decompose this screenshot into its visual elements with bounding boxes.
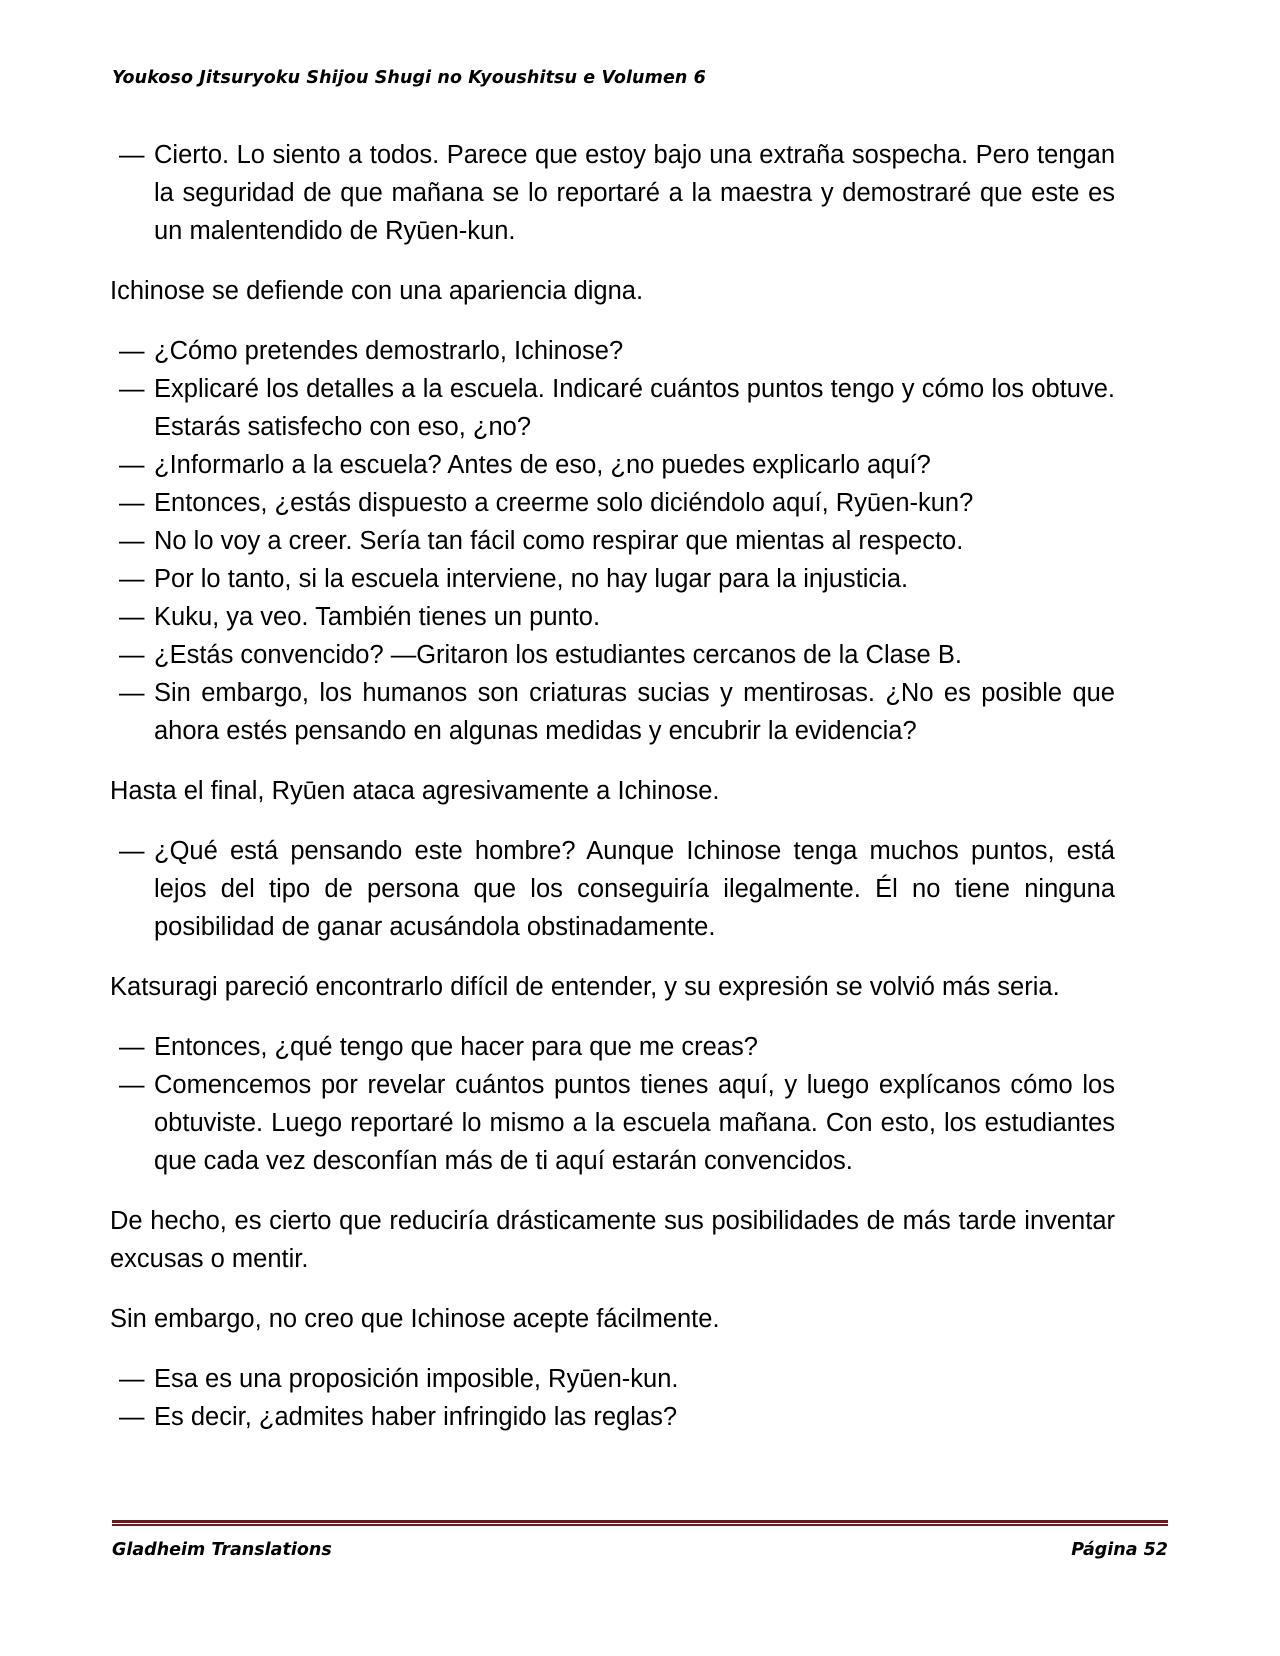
em-dash-marker: —	[119, 1365, 145, 1393]
dialogue-text: Cierto. Lo siento a todos. Parece que estoy bajo una extraña sospecha. Pero tengan la seguridad de que mañana se lo reportaré a la maestra y demostraré que este es un malentendido de Ryūen-kun.	[154, 141, 1115, 245]
dialogue-text: Explicaré los detalles a la escuela. Indicaré cuántos puntos tengo y cómo los obtuve. Estarás satisfecho con eso, ¿no?	[154, 375, 1115, 441]
dialogue-text: Entonces, ¿qué tengo que hacer para que me creas?	[154, 1033, 758, 1061]
dialogue-text: Entonces, ¿estás dispuesto a creerme solo diciéndolo aquí, Ryūen-kun?	[154, 489, 974, 517]
em-dash-marker: —	[119, 679, 145, 707]
em-dash-marker: —	[119, 641, 145, 669]
footer-row	[112, 1540, 1168, 1560]
dialogue-text: Sin embargo, los humanos son criaturas sucias y mentirosas. ¿No es posible que ahora estés pensando en algunas medidas y encubrir la evidencia?	[154, 679, 1115, 745]
footer-translator-credit: Gladheim Translations	[112, 1540, 332, 1560]
dialogue-line	[110, 598, 1115, 636]
dialogue-line	[110, 332, 1115, 370]
dialogue-line	[110, 136, 1115, 250]
dialogue-block	[110, 832, 1115, 946]
dialogue-text: ¿Qué está pensando este hombre? Aunque Ichinose tenga muchos puntos, está lejos del tipo de persona que los conseguiría ilegalmente. Él no tiene ninguna posibilidad de ganar acusándola obstinadamente.	[154, 837, 1115, 941]
footer-page-number: Página 52	[1071, 1540, 1168, 1560]
em-dash-marker: —	[119, 451, 145, 479]
page-header	[112, 68, 1168, 94]
dialogue-text: ¿Cómo pretendes demostrarlo, Ichinose?	[154, 337, 624, 365]
document-body	[110, 136, 1115, 1458]
dialogue-line	[110, 446, 1115, 484]
dialogue-text: Comencemos por revelar cuántos puntos tienes aquí, y luego explícanos cómo los obtuviste. Luego reportaré lo mismo a la escuela mañana. Con esto, los estudiantes que cada vez desconfían más de ti aquí estarán convencidos.	[154, 1071, 1115, 1175]
dialogue-line	[110, 370, 1115, 446]
em-dash-marker: —	[119, 603, 145, 631]
dialogue-line	[110, 1360, 1115, 1398]
dialogue-block	[110, 332, 1115, 750]
dialogue-text: Kuku, ya veo. También tienes un punto.	[154, 603, 601, 631]
dialogue-text: Por lo tanto, si la escuela interviene, no hay lugar para la injusticia.	[154, 565, 909, 593]
dialogue-text: Es decir, ¿admites haber infringido las reglas?	[154, 1403, 678, 1431]
dialogue-text: No lo voy a creer. Sería tan fácil como respirar que mientas al respecto.	[154, 527, 964, 555]
dialogue-text: ¿Estás convencido? —Gritaron los estudiantes cercanos de la Clase B.	[154, 641, 962, 669]
dialogue-line	[110, 522, 1115, 560]
header-title: Youkoso Jitsuryoku Shijou Shugi no Kyoushitsu e Volumen 6	[112, 68, 706, 88]
narrative-paragraph: De hecho, es cierto que reduciría drásticamente sus posibilidades de más tarde inventar excusas o mentir.	[110, 1207, 1115, 1273]
em-dash-marker: —	[119, 337, 145, 365]
dialogue-line	[110, 636, 1115, 674]
footer-divider-thin-line	[112, 1524, 1168, 1526]
em-dash-marker: —	[119, 489, 145, 517]
em-dash-marker: —	[119, 565, 145, 593]
em-dash-marker: —	[119, 375, 145, 403]
narrative-paragraph: Katsuragi pareció encontrarlo difícil de entender, y su expresión se volvió más seria.	[110, 973, 1060, 1001]
dialogue-line	[110, 674, 1115, 750]
narrative-paragraph: Sin embargo, no creo que Ichinose acepte fácilmente.	[110, 1305, 720, 1333]
dialogue-line	[110, 1066, 1115, 1180]
dialogue-line	[110, 1398, 1115, 1436]
dialogue-text: Esa es una proposición imposible, Ryūen-kun.	[154, 1365, 679, 1393]
dialogue-line	[110, 484, 1115, 522]
em-dash-marker: —	[119, 141, 145, 169]
footer-divider-thick-line	[112, 1520, 1168, 1523]
footer-divider	[112, 1520, 1168, 1526]
dialogue-line	[110, 1028, 1115, 1066]
dialogue-line	[110, 560, 1115, 598]
dialogue-block	[110, 1360, 1115, 1436]
narrative-paragraph: Ichinose se defiende con una apariencia digna.	[110, 277, 644, 305]
dialogue-block	[110, 1028, 1115, 1180]
page-footer	[112, 1520, 1168, 1560]
dialogue-block	[110, 136, 1115, 250]
em-dash-marker: —	[119, 1403, 145, 1431]
em-dash-marker: —	[119, 1033, 145, 1061]
dialogue-line	[110, 832, 1115, 946]
em-dash-marker: —	[119, 1071, 145, 1099]
em-dash-marker: —	[119, 527, 145, 555]
dialogue-text: ¿Informarlo a la escuela? Antes de eso, ¿no puedes explicarlo aquí?	[154, 451, 931, 479]
narrative-paragraph: Hasta el final, Ryūen ataca agresivamente a Ichinose.	[110, 777, 720, 805]
em-dash-marker: —	[119, 837, 145, 865]
